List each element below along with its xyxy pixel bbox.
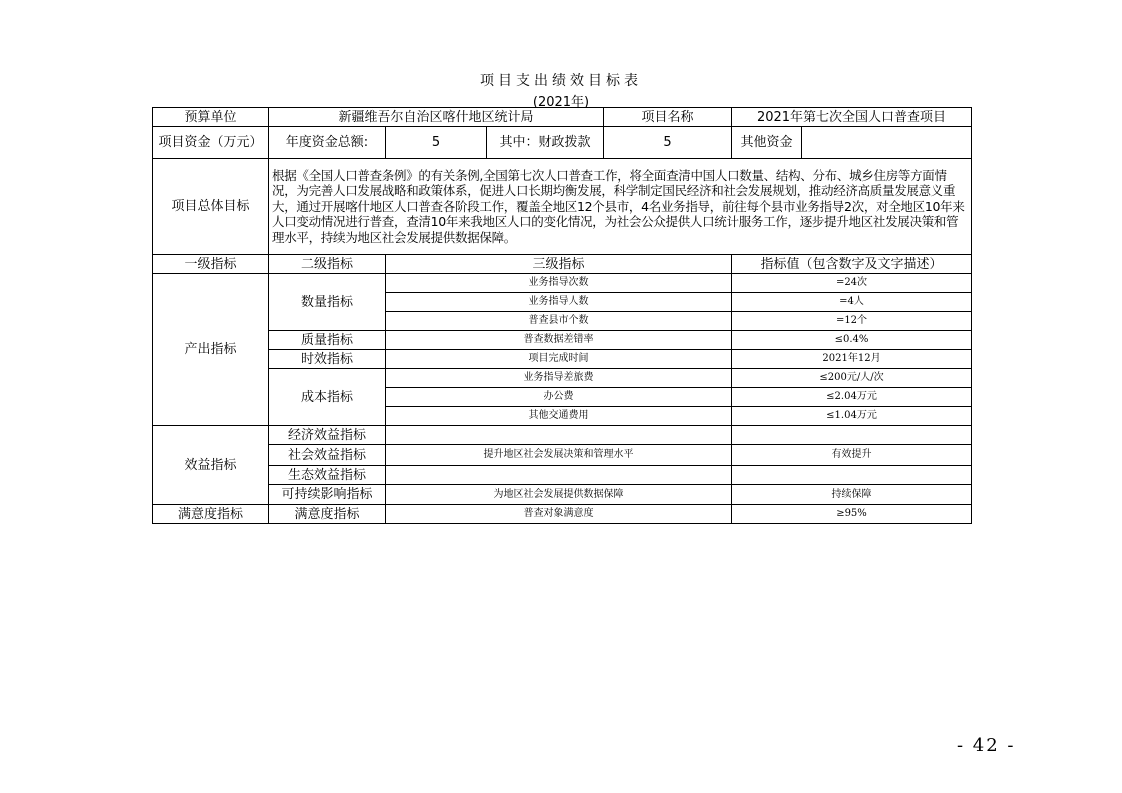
indicator-value: ≤200元/人/次: [732, 369, 972, 388]
table-year: (2021年): [532, 95, 590, 110]
indicator-name: 其他交通费用: [386, 407, 732, 426]
indicator-name: 提升地区社会发展决策和管理水平: [386, 445, 732, 466]
indicator-value: [732, 466, 972, 485]
indicator-value: =4人: [732, 293, 972, 312]
indicator-name: 普查对象满意度: [386, 505, 732, 524]
indicator-value: ≥95%: [732, 505, 972, 524]
other-funds-label: 其他资金: [732, 127, 802, 159]
column-header-value: 指标值（包含数字及文字描述）: [732, 255, 972, 274]
fiscal-funds-label: 其中：财政拨款: [487, 127, 604, 159]
indicator-name: 业务指导人数: [386, 293, 732, 312]
indicator-name: [386, 466, 732, 485]
column-header-level1: 一级指标: [153, 255, 269, 274]
subgroup-satisfaction: 满意度指标: [269, 505, 386, 524]
indicator-value: =12个: [732, 312, 972, 331]
indicator-name: 为地区社会发展提供数据保障: [386, 485, 732, 505]
table-title: 项目支出绩效目标表: [480, 73, 642, 89]
indicator-name: 普查县市个数: [386, 312, 732, 331]
indicator-value: =24次: [732, 274, 972, 293]
indicator-name: [386, 426, 732, 445]
indicator-value: ≤0.4%: [732, 331, 972, 350]
project-funds-label: 项目资金（万元）: [153, 127, 269, 159]
annual-total-label: 年度资金总额:: [269, 127, 386, 159]
column-header-level3: 三级指标: [386, 255, 732, 274]
subgroup-ecological: 生态效益指标: [269, 466, 386, 485]
indicator-name: 业务指导次数: [386, 274, 732, 293]
indicator-value: 持续保障: [732, 485, 972, 505]
page-number: - 42 -: [957, 735, 1016, 756]
indicator-value: 2021年12月: [732, 350, 972, 369]
indicator-value: 有效提升: [732, 445, 972, 466]
fiscal-funds-value: 5: [604, 127, 732, 159]
indicator-name: 项目完成时间: [386, 350, 732, 369]
project-name-label: 项目名称: [604, 108, 732, 127]
subgroup-quality: 质量指标: [269, 331, 386, 350]
subgroup-cost: 成本指标: [269, 369, 386, 426]
indicator-name: 办公费: [386, 388, 732, 407]
subgroup-social: 社会效益指标: [269, 445, 386, 466]
annual-total-value: 5: [386, 127, 487, 159]
overall-goal-text: 根据《全国人口普查条例》的有关条例,全国第七次人口普查工作，将全面查清中国人口数量、结构、分布、城乡住房等方面情况，为完善人口发展战略和政策体系，促进人口长期均衡发展，科学制定国民经济和社会发展规划，推动经济高质量发展意义重大，通过开展喀什地区人口普查各阶段工作，覆盖全地区12个县市，4名业务指导，前往每个县市业务指导2次，对全地区10年来人口变动情况进行普查，查清10年来我地区人口的变化情况，为社会公众提供人口统计服务工作，逐步提升地区社发展决策和管理水平，持续为地区社会发展提供数据保障。: [269, 159, 972, 255]
indicator-name: 业务指导差旅费: [386, 369, 732, 388]
group-output: 产出指标: [153, 274, 269, 426]
indicator-name: 普查数据差错率: [386, 331, 732, 350]
subgroup-quantity: 数量指标: [269, 274, 386, 331]
other-funds-value: [802, 127, 972, 159]
group-benefit: 效益指标: [153, 426, 269, 505]
indicator-value: ≤2.04万元: [732, 388, 972, 407]
budget-unit-label: 预算单位: [153, 108, 269, 127]
column-header-level2: 二级指标: [269, 255, 386, 274]
budget-unit-value: 新疆维吾尔自治区喀什地区统计局: [269, 108, 604, 127]
indicator-value: [732, 426, 972, 445]
subgroup-economic: 经济效益指标: [269, 426, 386, 445]
indicator-value: ≤1.04万元: [732, 407, 972, 426]
project-name-value: 2021年第七次全国人口普查项目: [732, 108, 972, 127]
subgroup-timeliness: 时效指标: [269, 350, 386, 369]
subgroup-sustainable: 可持续影响指标: [269, 485, 386, 505]
group-satisfaction: 满意度指标: [153, 505, 269, 524]
performance-target-table: [152, 107, 972, 524]
overall-goal-label: 项目总体目标: [153, 159, 269, 255]
